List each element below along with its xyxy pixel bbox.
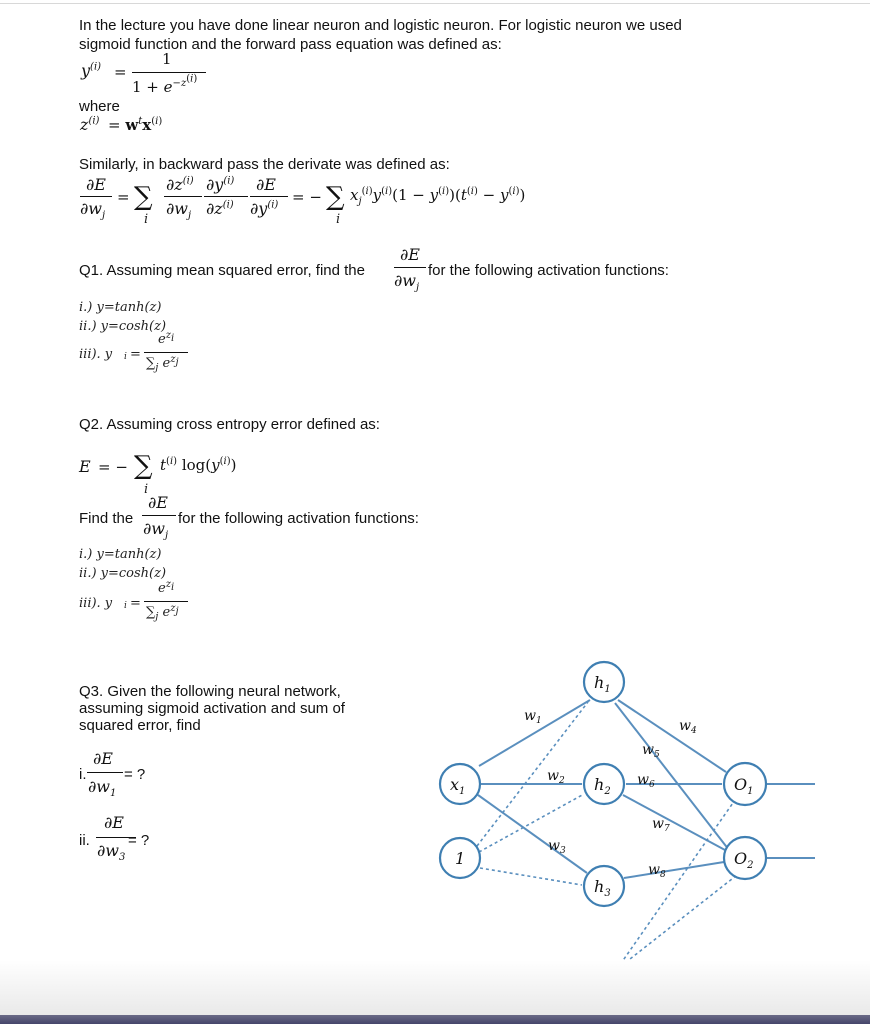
node-h3: [584, 866, 624, 906]
edge-bias-h2: [479, 794, 584, 852]
edge-x1-h3: [478, 795, 587, 873]
where-label: where: [79, 98, 120, 115]
q1-option-2: ii.) y=cosh(z): [79, 319, 167, 334]
svg-text:h2: $h_2$: [594, 775, 611, 797]
edge-bias2-o1: [617, 800, 735, 969]
weight-w2: $w_2$: [547, 768, 565, 786]
weight-w3: $w_3$: [548, 838, 566, 856]
node-h1: [584, 662, 624, 702]
q2-title: Q2. Assuming cross entropy error defined as:: [79, 416, 380, 433]
weight-w4: $w_4$: [679, 718, 697, 736]
edge-bias-h3: [480, 868, 582, 885]
similarly-line: Similarly, in backward pass the derivate was defined as:: [79, 156, 450, 173]
svg-text:O1: $O_1$: [734, 775, 754, 797]
svg-text:x1: $x_1$: [450, 775, 466, 797]
q2-find-prefix: Find the: [79, 510, 134, 527]
q2-option-2: ii.) y=cosh(z): [79, 566, 167, 581]
weight-w1: $w_1$: [524, 708, 542, 726]
weight-w8: $w_8$: [648, 862, 666, 880]
q3-line-1: Q3. Given the following neural network,: [79, 683, 341, 700]
intro-line-1: In the lecture you have done linear neuron and logistic neuron. For logistic neuron we used: [79, 17, 682, 34]
q1-option-1: i.) y=tanh(z): [79, 300, 162, 315]
node-x1: [440, 764, 480, 804]
q3-line-2: assuming sigmoid activation and sum of: [79, 700, 345, 717]
weight-w7: $w_7$: [652, 816, 670, 834]
edge-bias2-o2: [616, 875, 737, 970]
edge-h1-o2: [615, 703, 729, 850]
node-bias-input: [440, 838, 480, 878]
node-h2: [584, 764, 624, 804]
node-o1: [724, 763, 766, 805]
node-o2: [724, 837, 766, 879]
q2-option-1: i.) y=tanh(z): [79, 547, 162, 562]
edge-h1-o1: [618, 700, 726, 772]
svg-text:1: 1: [455, 849, 466, 868]
edge-h2-o2: [623, 795, 725, 850]
q1-suffix: for the following activation functions:: [428, 262, 669, 279]
q2-find-suffix: for the following activation functions:: [178, 510, 419, 527]
intro-line-2: sigmoid function and the forward pass equation was defined as:: [79, 36, 502, 53]
q1-prefix: Q1. Assuming mean squared error, find the: [79, 262, 365, 279]
window-bottom-bar: [0, 1015, 870, 1024]
weight-w5: $w_5$: [642, 742, 660, 760]
page-bottom-shadow: [0, 960, 870, 1015]
edge-h3-o2: [624, 862, 724, 878]
svg-text:h3: $h_3$: [594, 877, 611, 899]
svg-text:O2: $O_2$: [734, 849, 754, 871]
weight-w6: $w_6$: [637, 772, 655, 790]
q3-line-3: squared error, find: [79, 717, 201, 734]
svg-text:h1: $h_1$: [594, 673, 611, 695]
